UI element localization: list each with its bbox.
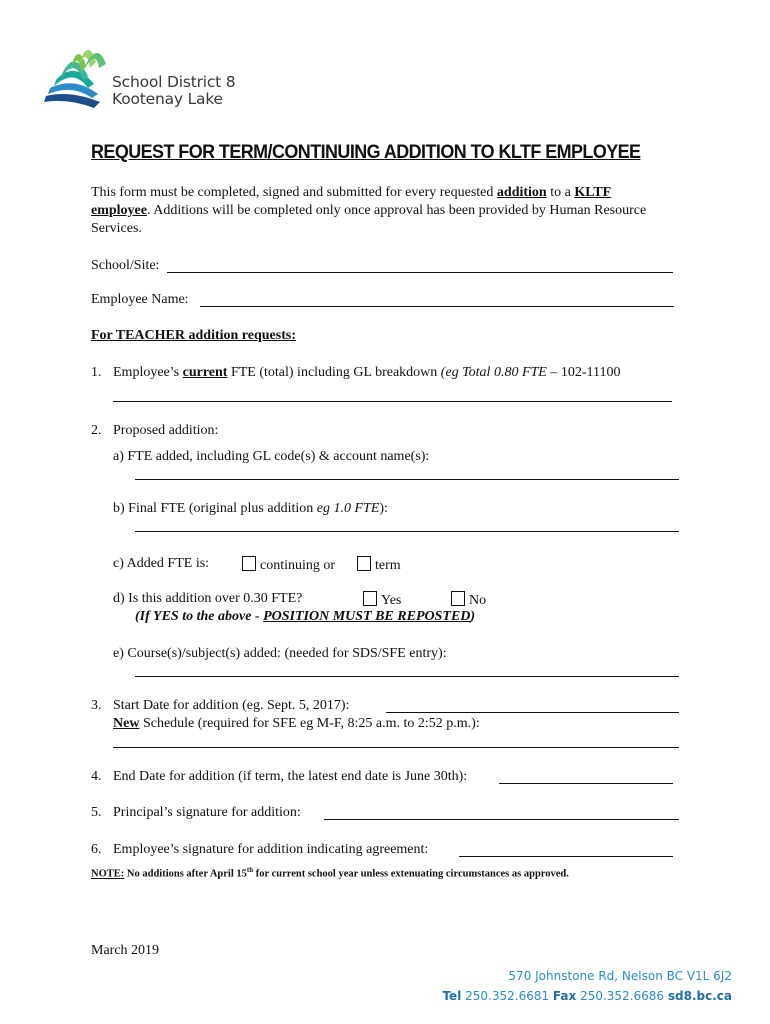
intro-text-3: . Additions will be completed only once approval has been provided by Human Resource Services. [91,203,647,236]
note-text-b: for current school year unless extenuating circumstances as approved. [253,868,569,880]
q1-text-c: (eg Total 0.80 FTE [440,365,547,380]
q4-end-date-field[interactable] [499,783,673,784]
q3-schedule-label [113,716,480,732]
q2-label: Proposed addition: [113,423,219,438]
q3-schedule: Schedule (required for SFE eg M-F, 8:25 a.m. to 2:52 p.m.): [139,716,480,731]
q1-current: current [182,365,228,380]
yes-checkbox[interactable] [363,591,377,606]
yes-label: Yes [381,593,402,608]
q4-number: 4. [91,769,102,784]
q1-number: 1. [91,365,102,380]
website-link[interactable]: sd8.bc.ca [667,989,732,1003]
footer-address: 570 Johnstone Rd, Nelson BC V1L 6J2 [508,969,732,983]
q1-field[interactable] [113,401,672,402]
employee-name-field[interactable] [200,306,674,307]
q3-new: New [113,716,140,731]
intro-employee: employee [91,203,147,218]
q2d-label: d) Is this addition over 0.30 FTE? [113,591,303,606]
intro-paragraph [91,184,671,238]
q3-start-date-field[interactable] [386,712,679,713]
q3-number: 3. [91,698,102,713]
q2b-field[interactable] [135,531,679,532]
q6-number: 6. [91,842,102,857]
form-date: March 2019 [91,943,160,958]
continuing-label: continuing or [260,558,336,573]
note-text-a: No additions after April 15 [124,868,247,880]
repost-note-3: ) [470,609,476,624]
q2b-text-1: b) Final FTE (original plus addition [113,501,317,516]
q6-label: Employee’s signature for addition indicating agreement: [113,842,429,857]
tel-label: Tel [442,989,462,1003]
footer-phone-line [442,986,732,1006]
q6-signature-field[interactable] [459,856,673,857]
term-label: term [375,558,401,573]
repost-note-2: POSITION MUST BE REPOSTED [263,609,471,624]
note-text [91,866,569,880]
q1-text-b: FTE (total) including GL breakdown [227,365,441,380]
no-label: No [469,593,487,608]
q2c-label: c) Added FTE is: [113,556,210,571]
intro-kltf: KLTF [574,185,612,200]
q5-number: 5. [91,805,102,820]
form-title: REQUEST FOR TERM/CONTINUING ADDITION TO KLTF EMPLOYEE [91,141,641,163]
note-label: NOTE: [91,868,125,880]
q1-text-d: – 102-11100 [546,365,621,380]
school-site-label: School/Site: [91,258,160,273]
intro-addition: addition [496,185,547,200]
fax-label: Fax [552,989,577,1003]
footer-contact [442,966,732,1006]
q2c-option-continuing[interactable] [242,556,335,574]
logo-mark-icon [40,36,120,118]
q2d-repost-note [135,609,475,625]
tel-number: 250.352.6681 [461,989,553,1003]
q2c-option-term[interactable] [357,556,401,574]
q1-text-a: Employee’s [113,365,183,380]
district-name-line2: Kootenay Lake [112,90,223,108]
district-name-line1: School District 8 [112,73,236,91]
q3-label: Start Date for addition (eg. Sept. 5, 2017): [113,698,350,713]
intro-text-2: to a [546,185,575,200]
note-sup: th [246,866,254,874]
fax-number: 250.352.6686 [576,989,668,1003]
q2d-option-yes[interactable] [363,591,401,609]
q5-label: Principal’s signature for addition: [113,805,301,820]
continuing-checkbox[interactable] [242,556,256,571]
q2a-field[interactable] [135,479,679,480]
q2a-label: a) FTE added, including GL code(s) & account name(s): [113,449,430,464]
q1-label [113,365,620,381]
term-checkbox[interactable] [357,556,371,571]
intro-text-1: This form must be completed, signed and submitted for every requested [91,185,497,200]
q2e-field[interactable] [135,676,679,677]
q3-schedule-field[interactable] [113,747,679,748]
q2b-label [113,501,388,517]
q2d-option-no[interactable] [451,591,486,609]
school-site-field[interactable] [167,272,673,273]
q2b-text-3: ): [379,501,388,516]
repost-note-1: (If YES to the above - [135,609,264,624]
q2-number: 2. [91,423,102,438]
q5-signature-field[interactable] [324,819,679,820]
q2e-label: e) Course(s)/subject(s) added: (needed for SDS/SFE entry): [113,646,447,661]
teacher-section-heading: For TEACHER addition requests: [91,328,296,343]
district-name [112,74,235,108]
employee-name-label: Employee Name: [91,292,189,307]
q2b-text-2: eg 1.0 FTE [316,501,380,516]
q4-label: End Date for addition (if term, the latest end date is June 30th): [113,769,468,784]
no-checkbox[interactable] [451,591,465,606]
